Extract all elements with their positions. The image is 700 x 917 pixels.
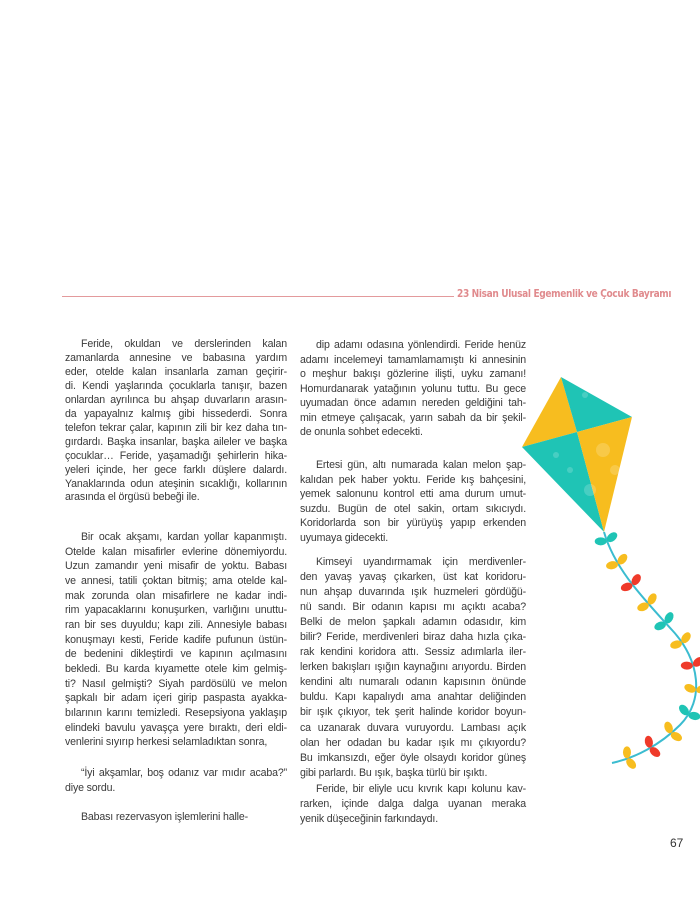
text-line: telefon tekrar çalar, kapının zili bir kez daha tın- bbox=[65, 421, 287, 434]
text-line: kalıdan pek haber yoktu. Feride kış bahçesini, bbox=[300, 473, 526, 486]
text-line: Belki de melon şapkalı adamın odasıdır, kim bbox=[300, 616, 526, 629]
page-number: 67 bbox=[670, 836, 684, 850]
text-line: Bu imkansızdı, eğer öyle olsaydı koridor güneş bbox=[300, 751, 526, 764]
text-line: rim yapacaklarını konuşurken, varlığını unuttu- bbox=[65, 604, 287, 617]
text-line: Feride, bir eliyle ucu kıvrık kapı kolunu kav- bbox=[316, 783, 526, 795]
text-line: Otelde kalan misafirler evlerine dönemiyordu. bbox=[65, 545, 287, 558]
text-line: ca uzanarak duvara vuruyordu. Lambası açık bbox=[300, 721, 526, 734]
text-line: yeleri içinde, her gece farklı düşlere dalardı. bbox=[65, 463, 287, 476]
text-line: nü sandı. Bir odanın kapısı mı açıktı acaba? bbox=[300, 601, 526, 614]
text-line: Bir ocak akşamı, kardan yollar kapanmıştı. bbox=[81, 531, 287, 543]
text-line: zamanlarda annesine ve babasına yardım bbox=[65, 351, 287, 364]
text-line: uyumaya gidecekti. bbox=[300, 531, 388, 544]
text-line: ti? Nasıl gelmişti? Siyah pardösülü ve melon bbox=[65, 677, 287, 690]
text-line: ve annesi, tatili çoktan bitmiş; ama otelde kal- bbox=[65, 574, 287, 587]
kite-string bbox=[604, 532, 696, 763]
text-line: buldu. Kapı kapalıydı ama anahtar deliğinden bbox=[300, 691, 526, 704]
text-line: di. Kendi yaşlarında çocuklarla tanışır, bazen bbox=[65, 379, 287, 392]
text-line: nun ahşap duvarında ışık huzmeleri gördüğü- bbox=[300, 586, 526, 599]
text-line: uyumadan önce adamın nereden geldiğini tah- bbox=[300, 397, 526, 409]
text-line: bir ışık çıkıyor, tek şerit halinde koridor boyun- bbox=[300, 706, 526, 719]
text-line: da yapayalnız kalmış gibi hissederdi. Sonra bbox=[65, 407, 287, 420]
text-line: Ertesi gün, altı numarada kalan melon şap- bbox=[316, 459, 526, 471]
text-line: şapkalı bir adam içeri girip paspasta ayakka- bbox=[65, 692, 287, 705]
text-line: Yanaklarında odun ateşinin sıcaklığı, kollarının bbox=[65, 477, 287, 490]
kite-icon bbox=[522, 377, 632, 532]
text-line: kendini altı numaralı odanın kapısının önünde bbox=[300, 676, 526, 689]
bow-icon bbox=[675, 701, 700, 724]
text-line: Babası rezervasyon işlemlerini halle- bbox=[81, 811, 248, 823]
text-line: suzdu. Bugün de otel sakin, ortam sıkıcıydı. bbox=[300, 502, 526, 515]
text-line: bekledi. Bu karda kıyamette otele kim gelmiş- bbox=[65, 662, 287, 675]
text-line: yemek salonunu kontrol etti ama durum umut- bbox=[300, 488, 526, 501]
text-line: Uzun zamandır yeni misafir de yoktu. Babası bbox=[65, 560, 287, 573]
text-line: onlardan ayrılınca bu ahşap duvarların arasın- bbox=[65, 393, 287, 406]
text-line: dip adamı odasına yönlendirdi. Feride henüz bbox=[316, 339, 526, 351]
text-line: arasında el örgüsü bebeği ile. bbox=[65, 491, 200, 504]
text-line: rarken, içinde dalga dalga uyanan meraka bbox=[300, 798, 526, 811]
text-line: Homurdanarak yatağının yolunu tuttu. Bu gece bbox=[300, 382, 526, 395]
text-line: adamı incelemeyi tamamlamamıştı ki annesinin bbox=[300, 353, 526, 366]
text-line: Kimseyi uyandırmamak için merdivenler- bbox=[316, 556, 526, 568]
text-line: rak kendini koridora attı. Sessiz adımlarla iler- bbox=[300, 646, 526, 659]
text-line: çocuklar… Feride, yaşamadığı şehirlerin hika- bbox=[65, 449, 287, 462]
bow-icon bbox=[683, 682, 700, 695]
text-line: venlerini sıyırıp herkesi selamladıktan sonra, bbox=[65, 736, 268, 749]
text-line: yenik düşeceğinin farkındaydı. bbox=[300, 813, 439, 826]
text-line: ran bir ses duyuldu; kapı zili. Annesiyle babası bbox=[65, 618, 287, 631]
text-line: “İyi akşamlar, boş odanız var mıdır acaba?” bbox=[81, 767, 287, 779]
text-line: konuşmayı kesti, Feride kadife pufunun üstün- bbox=[65, 633, 287, 646]
text-line: o meşhur bakışı gözlerine ilişti, uyku zamanı! bbox=[300, 368, 526, 380]
text-line: Koridorlarda son bir yürüyüş yapıp erkenden bbox=[300, 517, 526, 530]
text-line: bılarının karını temizledi. Resepsiyona yaklaşıp bbox=[65, 706, 287, 719]
text-line: den yavaş yavaş çıkarken, üst kat koridoru- bbox=[300, 571, 526, 584]
text-line: de onunla sohbet edecekti. bbox=[300, 426, 423, 438]
text-line: elindeki bavulu yavaşça yere bıraktı, deri eldi- bbox=[65, 721, 287, 734]
text-line: gırdardı. Başka insanlar, başka aileler ve başka bbox=[65, 435, 287, 448]
text-line: bilir? Feride, merdivenleri biraz daha hızla çıka- bbox=[300, 631, 526, 644]
text-line: eder, otelde kalan insanlarla zaman geçirir- bbox=[65, 365, 287, 378]
text-line: mak zorunda olan misafirlere ne kadar indi- bbox=[65, 589, 287, 602]
text-line: Feride, okuldan ve derslerinden kalan bbox=[81, 338, 287, 350]
running-header-title: 23 Nisan Ulusal Egemenlik ve Çocuk Bayramı bbox=[457, 288, 672, 300]
text-line: de bedenini dikleştirdi ve kapının açılmasını bbox=[65, 648, 287, 661]
text-line: olan her odadan bu kadar ışık mı çıkıyordu? bbox=[300, 736, 526, 749]
text-line: gibi parlardı. Bu ışık, başka türlü bir ışıktı. bbox=[300, 766, 488, 779]
kite-bows bbox=[592, 529, 700, 772]
text-line: lerken bakışları ışığın kaynağını arıyordu. Birden bbox=[300, 661, 526, 674]
text-line: diye sordu. bbox=[65, 782, 116, 794]
text-line: min etmeye çalışacak, yarın sabah da bir şekil- bbox=[300, 411, 526, 424]
